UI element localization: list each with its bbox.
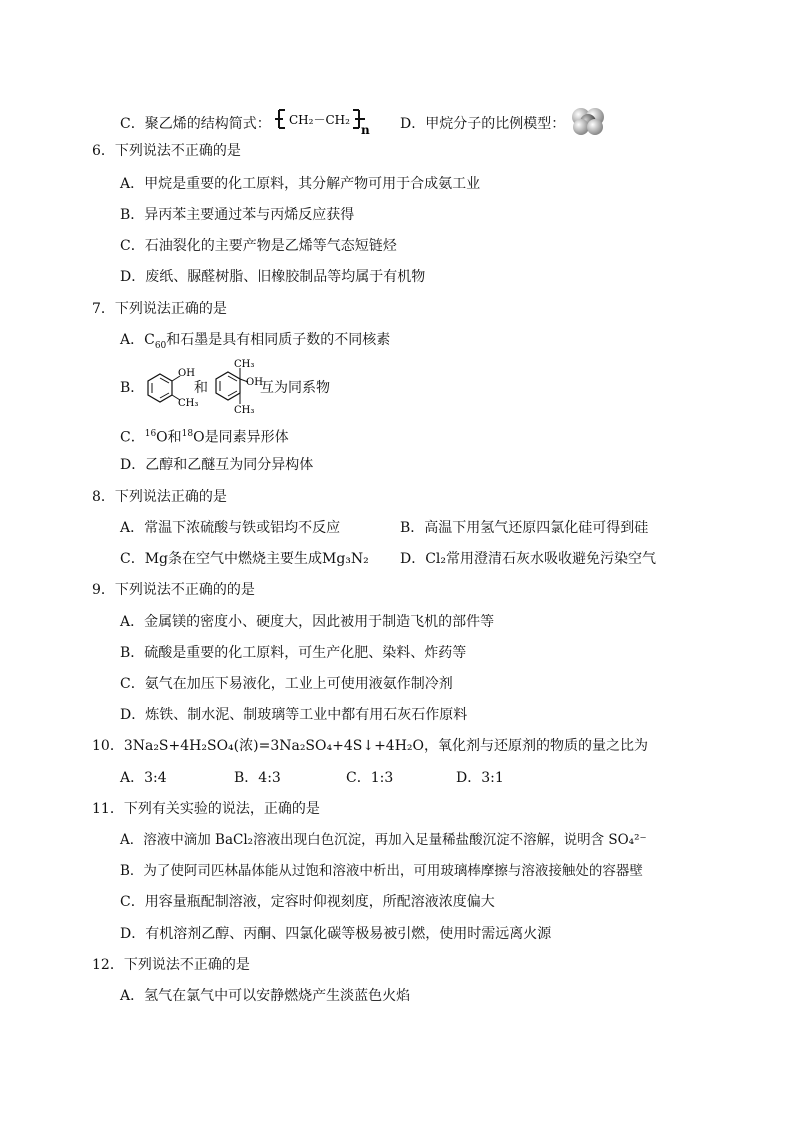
- q11-option-d: D．有机溶剂乙醇、丙酮、四氯化碳等极易被引燃，使用时需远离火源: [120, 926, 552, 942]
- q9-option-b: B．硫酸是重要的化工原料，可生产化肥、染料、炸药等: [120, 645, 467, 661]
- q7-option-a: [120, 330, 390, 356]
- q7-a-pre: A．C: [120, 332, 155, 348]
- q9-stem: 9．下列说法不正确的的是: [92, 582, 255, 598]
- polymer-bracket-icon: [275, 106, 371, 136]
- q8-option-d: D．Cl₂常用澄清石灰水吸收避免污染空气: [400, 551, 657, 567]
- q7-a-post: 和石墨是具有相同质子数的不同核素: [166, 332, 391, 348]
- q11-option-c: C．用容量瓶配制溶液，定容时仰视刻度，所配溶液浓度偏大: [120, 894, 495, 910]
- q9-option-c: C．氨气在加压下易液化，工业上可使用液氨作制冷剂: [120, 676, 453, 692]
- q10-option-d: D．3:1: [456, 770, 504, 786]
- q7-b-ch3-2: CH₃: [234, 359, 255, 370]
- q5-option-d: [400, 106, 606, 142]
- q6-option-a: A．甲烷是重要的化工原料，其分解产物可用于合成氨工业: [120, 176, 481, 192]
- q8-stem: 8．下列说法正确的是: [92, 489, 227, 505]
- polyethylene-formula: [275, 106, 371, 142]
- q6-option-d: D．废纸、脲醛树脂、旧橡胶制品等均属于有机物: [120, 269, 426, 285]
- q8-option-a: A．常温下浓硫酸与铁或铝均不反应: [120, 520, 341, 536]
- q7-option-c: [120, 424, 289, 448]
- q7-c-sup2: 18: [181, 429, 194, 439]
- q7-c-post: O是同素异形体: [193, 429, 289, 446]
- q10-option-b: B．4:3: [234, 770, 281, 786]
- q5-option-c-text: C．聚乙烯的结构简式：: [120, 116, 271, 132]
- q7-b-oh-1: OH: [178, 368, 195, 379]
- phenol-o-cresol-structure-icon: [142, 366, 198, 410]
- q8-option-c: C．Mg条在空气中燃烧主要生成Mg₃N₂: [120, 551, 369, 567]
- q12-stem: 12．下列说法不正确的是: [92, 957, 250, 973]
- q8-option-b: B．高温下用氢气还原四氯化硅可得到硅: [400, 520, 649, 536]
- q7-stem: 7．下列说法正确的是: [92, 301, 227, 317]
- q7-b-post: 互为同系物: [260, 380, 330, 396]
- q7-b-label: B．: [120, 380, 145, 396]
- q7-b-oh-2: OH: [246, 377, 263, 388]
- q6-stem: 6．下列说法不正确的是: [92, 143, 241, 159]
- q10-stem: 10．3Na₂S+4H₂SO₄(浓)=3Na₂SO₄+4S↓+4H₂O，氧化剂与还原剂的物质的量之比为: [92, 738, 649, 754]
- q6-option-b: B．异丙苯主要通过苯与丙烯反应获得: [120, 207, 355, 223]
- q7-b-ch3-3: CH₃: [234, 405, 255, 414]
- q11-option-a: A．溶液中滴加 BaCl₂溶液出现白色沉淀，再加入足量稀盐酸沉淀不溶解，说明含 SO₄²⁻: [120, 832, 647, 848]
- q11-stem: 11．下列有关实验的说法，正确的是: [92, 801, 320, 817]
- q5-option-c: [120, 106, 371, 142]
- q7-b-and: 和: [194, 380, 208, 396]
- q12-option-a: A．氢气在氯气中可以安静燃烧产生淡蓝色火焰: [120, 988, 411, 1004]
- q10-option-c: C．1:3: [346, 770, 394, 786]
- q7-a-sub: 60: [154, 340, 167, 351]
- q7-c-mid: O和: [156, 429, 182, 446]
- q9-option-d: D．炼铁、制水泥、制玻璃等工业中都有用石灰石作原料: [120, 707, 468, 723]
- q5-option-d-text: D．甲烷分子的比例模型：: [400, 116, 566, 132]
- polymer-n: n: [361, 123, 370, 136]
- q11-option-b: B．为了使阿司匹林晶体能从过饱和溶液中析出，可用玻璃棒摩擦与溶液接触处的容器壁: [120, 863, 643, 879]
- polymer-unit: CH₂－CH₂: [289, 113, 351, 127]
- q6-option-c: C．石油裂化的主要产物是乙烯等气态短链烃: [120, 238, 397, 254]
- q7-c-sup1: 16: [144, 429, 157, 439]
- methane-model-icon: [570, 106, 606, 142]
- q10-option-a: A．3:4: [120, 770, 167, 786]
- q7-option-d: D．乙醇和乙醚互为同分异构体: [120, 457, 314, 473]
- q9-option-a: A．金属镁的密度小、硬度大，因此被用于制造飞机的部件等: [120, 614, 495, 630]
- q7-c-pre: C．: [120, 429, 145, 446]
- q7-b-ch3-1: CH₃: [178, 398, 198, 409]
